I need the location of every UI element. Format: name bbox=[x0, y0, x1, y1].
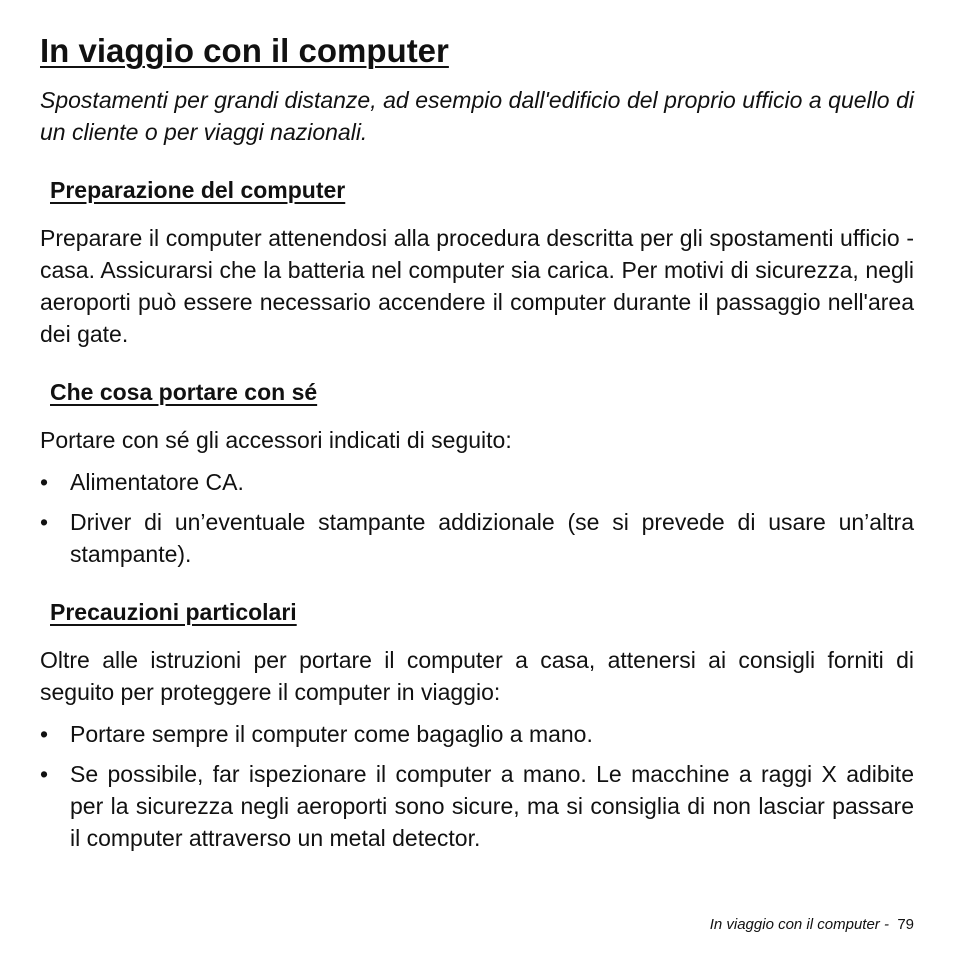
list-item bbox=[40, 466, 914, 498]
bullet-icon: • bbox=[40, 509, 49, 535]
bullet-icon: • bbox=[40, 761, 49, 787]
list-item bbox=[40, 758, 914, 854]
bullet-list-cosa-portare bbox=[40, 466, 914, 570]
section-heading-preparazione: Preparazione del computer bbox=[50, 177, 346, 203]
list-item bbox=[40, 718, 914, 750]
section-paragraph-precauzioni: Oltre alle istruzioni per portare il computer a casa, attenersi ai consigli forniti di seguito per proteggere il computer in viaggio: bbox=[40, 647, 914, 705]
section-paragraph-preparazione: Preparare il computer attenendosi alla procedura descritta per gli spostamenti ufficio - casa. Assicurarsi che la batteria nel computer sia carica. Per motivi di sicurezza, negli aeroporti può essere necessario accendere il computer durante il passaggio nell'area dei gate. bbox=[40, 225, 914, 347]
footer-running-title: In viaggio con il computer - bbox=[709, 916, 889, 933]
page-number: 79 bbox=[897, 916, 914, 933]
list-item bbox=[40, 506, 914, 570]
page-title: In viaggio con il computer bbox=[40, 32, 449, 69]
section-heading-precauzioni: Precauzioni particolari bbox=[50, 599, 297, 625]
bullet-list-precauzioni bbox=[40, 718, 914, 854]
intro-paragraph: Spostamenti per grandi distanze, ad esempio dall'edificio del proprio ufficio a quello di un cliente o per viaggi nazionali. bbox=[40, 87, 914, 145]
bullet-icon: • bbox=[40, 469, 49, 495]
list-item-text: Se possibile, far ispezionare il computer a mano. Le macchine a raggi X adibite per la sicurezza negli aeroporti sono sicure, ma si consiglia di non lasciar passare il computer attraverso un metal detector. bbox=[70, 761, 914, 851]
list-item-text: Driver di un’eventuale stampante addizionale (se si prevede di usare un’altra stampante). bbox=[70, 509, 914, 567]
document-page bbox=[40, 28, 914, 854]
section-paragraph-cosa-portare: Portare con sé gli accessori indicati di seguito: bbox=[40, 427, 512, 453]
list-item-text: Alimentatore CA. bbox=[70, 469, 244, 495]
bullet-icon: • bbox=[40, 721, 49, 747]
list-item-text: Portare sempre il computer come bagaglio a mano. bbox=[70, 721, 593, 747]
page-footer bbox=[710, 916, 914, 933]
section-heading-cosa-portare: Che cosa portare con sé bbox=[50, 379, 318, 405]
